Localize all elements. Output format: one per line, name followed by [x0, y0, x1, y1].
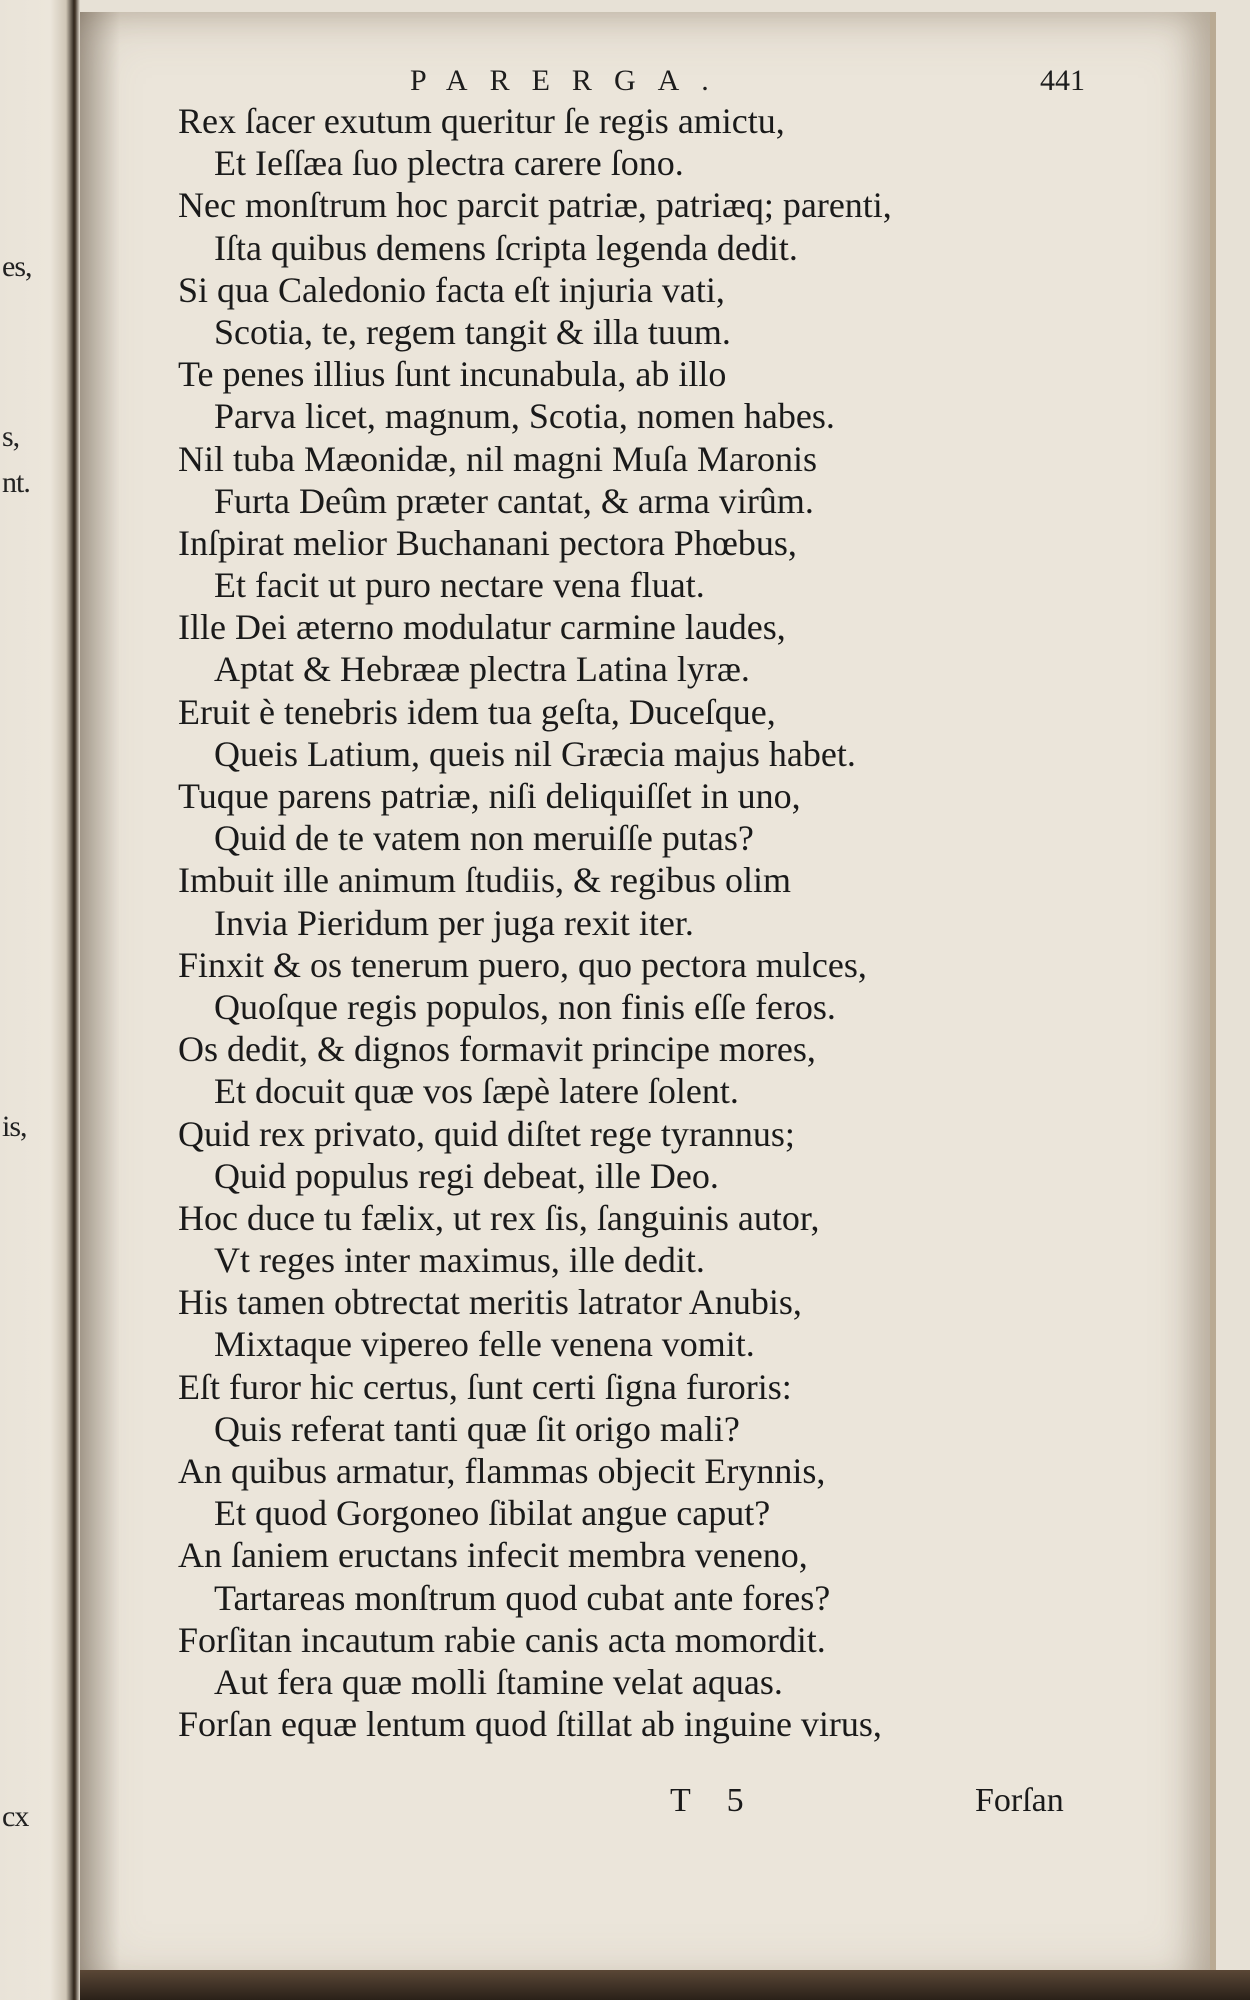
verse-line: Invia Pieridum per juga rexit iter.	[214, 902, 694, 943]
catchword: Forſan	[975, 1782, 1064, 1819]
verse-line: Quoſque regis populos, non finis eſſe feros.	[214, 986, 836, 1027]
verse-line: An ſaniem eructans infecit membra veneno,	[178, 1535, 808, 1576]
verse-line: Rex ſacer exutum queritur ſe regis amictu,	[178, 101, 785, 141]
verse-line: Forſitan incautum rabie canis acta momordit.	[178, 1619, 826, 1660]
book-page	[80, 12, 1216, 1987]
verse-line: An quibus armatur, flammas objecit Erynnis,	[178, 1451, 826, 1491]
verse-line: Imbuit ille animum ſtudiis, & regibus olim	[178, 860, 791, 901]
verse-line: Et quod Gorgoneo ſibilat angue caput?	[214, 1493, 771, 1534]
verse-line: Queis Latium, queis nil Græcia majus habet.	[214, 733, 856, 774]
signature-mark: T 5	[670, 1782, 758, 1819]
verse-line: Et facit ut puro nectare vena fluat.	[214, 565, 705, 606]
edge-fragment: nt.	[2, 466, 30, 499]
verse-line: Hoc duce tu fælix, ut rex ſis, ſanguinis autor,	[178, 1197, 820, 1238]
edge-fragment: s,	[2, 420, 20, 453]
verse-line: Iſta quibus demens ſcripta legenda dedit.	[214, 227, 798, 268]
verse-line: Vt reges inter maximus, ille dedit.	[214, 1240, 705, 1281]
verse-line: Eſt furor hic certus, ſunt certi ſigna furoris:	[178, 1366, 792, 1407]
page-number: 441	[1040, 64, 1085, 97]
gutter-shadow	[80, 12, 120, 1987]
verse-line: His tamen obtrectat meritis latrator Anubis,	[178, 1282, 802, 1323]
verse-line: Si qua Caledonio facta eſt injuria vati,	[178, 269, 725, 310]
verse-line: Parva licet, magnum, Scotia, nomen habes.	[214, 396, 835, 437]
edge-fragment: es,	[2, 250, 32, 283]
verse-line: Mixtaque vipereo felle venena vomit.	[214, 1324, 755, 1365]
verse-line: Quid de te vatem non meruiſſe putas?	[214, 818, 754, 859]
verse-line: Aptat & Hebrææ plectra Latina lyræ.	[214, 649, 750, 690]
verse-line: Aut fera quæ molli ſtamine velat aquas.	[214, 1661, 783, 1702]
verse-line: Nec monſtrum hoc parcit patriæ, patriæq; parenti,	[178, 185, 892, 226]
verse-line: Finxit & os tenerum puero, quo pectora mulces,	[178, 944, 867, 985]
edge-fragment: is,	[2, 1110, 27, 1143]
poem-text	[178, 100, 1188, 1745]
verse-line: Os dedit, & dignos formavit principe mores,	[178, 1029, 816, 1070]
verse-line: Et docuit quæ vos ſæpè latere ſolent.	[214, 1071, 739, 1112]
verse-line: Nil tuba Mæonidæ, nil magni Muſa Maronis	[178, 438, 817, 479]
verse-line: Quid rex privato, quid diſtet rege tyrannus;	[178, 1113, 795, 1154]
verse-line: Quid populus regi debeat, ille Deo.	[214, 1155, 719, 1196]
running-title: PARERGA.	[410, 64, 731, 97]
verse-line: Inſpirat melior Buchanani pectora Phœbus,	[178, 522, 797, 563]
verse-line: Quis referat tanti quæ ſit origo mali?	[214, 1408, 740, 1449]
facing-page-edge	[0, 0, 74, 2000]
verse-line: Furta Deûm præter cantat, & arma virûm.	[214, 480, 814, 521]
verse-line: Te penes illius ſunt incunabula, ab illo	[178, 354, 727, 395]
verse-line: Scotia, te, regem tangit & illa tuum.	[214, 311, 731, 352]
book-bottom-edge	[80, 1970, 1250, 2000]
edge-fragment: cx	[2, 1800, 29, 1833]
verse-line: Forſan equæ lentum quod ſtillat ab inguine virus,	[178, 1704, 882, 1745]
verse-line: Tuque parens patriæ, niſi deliquiſſet in uno,	[178, 776, 801, 816]
verse-line: Ille Dei æterno modulatur carmine laudes,	[178, 607, 786, 648]
verse-line: Et Ieſſæa ſuo plectra carere ſono.	[214, 143, 684, 184]
verse-line: Tartareas monſtrum quod cubat ante fores?	[214, 1577, 831, 1618]
verse-line: Eruit è tenebris idem tua geſta, Duceſque,	[178, 691, 776, 732]
